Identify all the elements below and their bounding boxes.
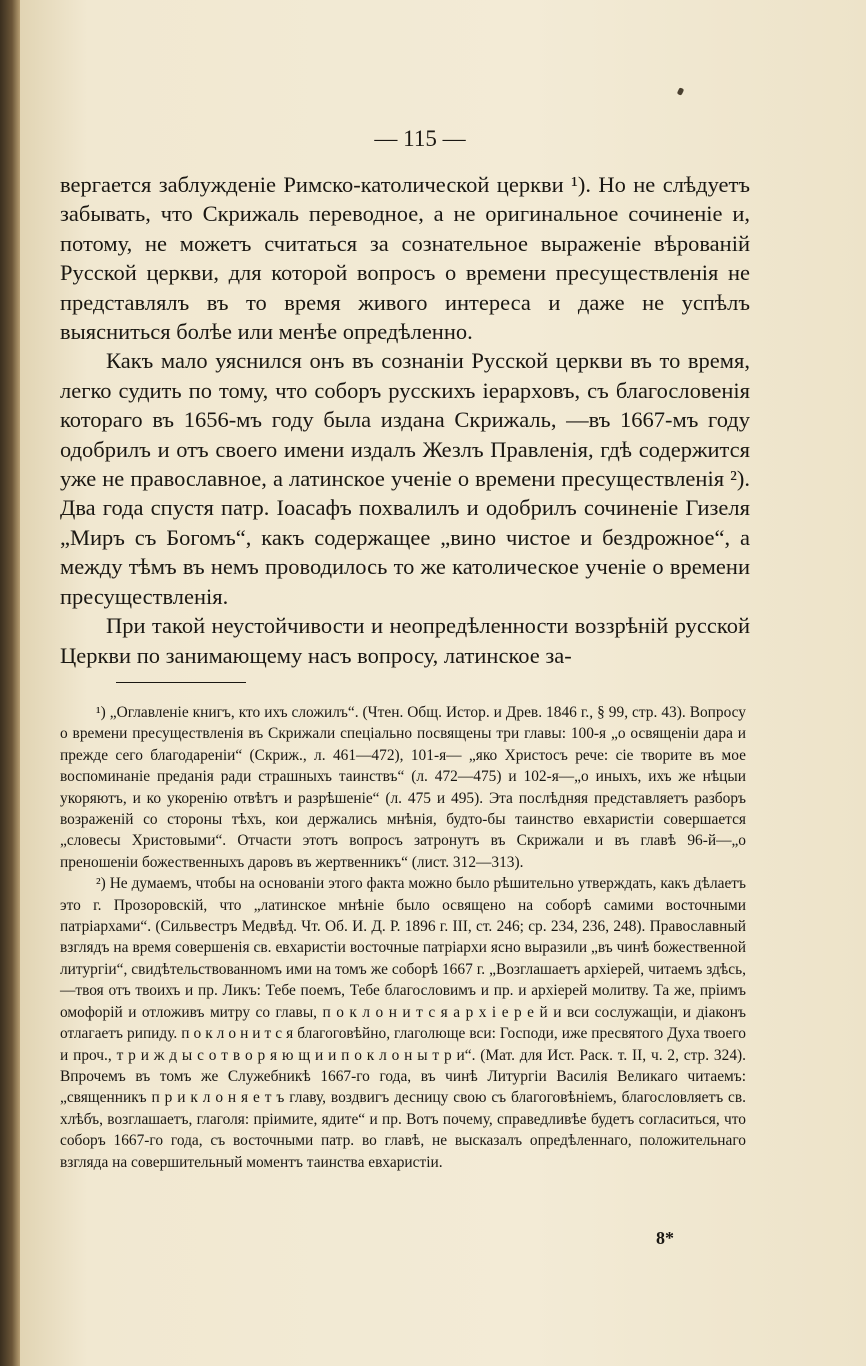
book-page: [20, 0, 866, 1366]
footnote: ²) Не думаемъ, чтобы на основаніи этого факта можно было рѣшительно утверждать, какъ дѣлаетъ это г. Прозоровскій, что „латинское мнѣніе было освящено на соборѣ самими восточными патріархами“. (Сильвестръ Медвѣд. Чт. Об. И. Д. Р. 1896 г. III, ст. 246; ср. 234, 236, 248). Православный взглядъ на время совершенія св. евхаристіи восточные патріархи ясно выразили „въ чинѣ божественной литургіи“, свидѣтельствованномъ ими на томъ же соборѣ 1667 г. „Возглашаетъ архіерей, читаемъ здѣсь,—твоя отъ твоихъ и пр. Ликъ: Тебе поемъ, Тебе благословимъ и пр. и архіерей молитву. Та же, пріимъ омофорій и отложивъ митру со главы, п о к л о н и т с я а р х і е р е й и вси сослужащіи, и діаконъ отлагаетъ рипиду. п о к л о н и т с я благоговѣйно, глаголюще вси: Господи, иже пресвятого Духа твоего и проч., т р и ж д ы с о т в о р я ю щ и и п о к л о н ы т р и“. (Мат. для Ист. Раск. т. II, ч. 2, стр. 324). Впрочемъ въ томъ же Служебникѣ 1667-го года, въ чинѣ Литургіи Василія Великаго читаемъ: „священникъ п р и к л о н я е т ъ главу, воздвигъ десницу свою съ благоговѣніемъ, благословляетъ св. хлѣбъ, возглашаетъ, глаголя: пріимите, ядите“ и пр. Вотъ почему, справедливѣе будетъ согласиться, что соборъ 1667-го года, съ восточными патр. во главѣ, не высказалъ опредѣленнаго, положительнаго взгляда на совершительный моментъ таинства евхаристіи.: [60, 875, 746, 1171]
signature-mark: 8*: [656, 1228, 674, 1248]
ink-speck: [677, 87, 684, 95]
footnotes: [60, 702, 746, 1173]
paragraph: При такой неустойчивости и неопредѣленности воззрѣній русской Церкви по занимающему насъ вопросу, латинское за-: [60, 613, 750, 668]
page-number: — 115 —: [374, 126, 466, 151]
main-text: [60, 170, 750, 670]
paragraph: Какъ мало уяснился онъ въ сознаніи Русской церкви въ то время, легко судить по тому, что соборъ русскихъ іерарховъ, съ благословенія котораго въ 1656-мъ году была издана Скрижаль, —въ 1667-мъ году одобрилъ и отъ своего имени издалъ Жезлъ Правленія, гдѣ содержится уже не православное, а латинское ученіе о времени пресуществленія ²). Два года спустя патр. Іоасафъ похвалилъ и одобрилъ сочиненіе Гизеля „Миръ съ Богомъ“, какъ содержащее „вино чистое и бездрожное“, а между тѣмъ въ немъ проводилось то же католическое ученіе о времени пресуществленія.: [60, 348, 750, 609]
footnote-divider: [116, 682, 246, 683]
book-spine: [0, 0, 20, 1366]
footnote: ¹) „Оглавленіе книгъ, кто ихъ сложилъ“. (Чтен. Общ. Истор. и Древ. 1846 г., § 99, стр. 43). Вопросу о времени пресуществленія въ Скрижали спеціально посвящены три главы: 100-я „о освященіи дара и прежде сего благодареніи“ (Скриж., л. 461—472), 101-я— „яко Христосъ рече: сіе творите въ мое воспоминаніе преданія ради страшныхъ таинствъ“ (л. 472—475) и 102-я—„о иныхъ, ихъ же нѣцыи укоряютъ, и ко укоренію отвѣтъ и разрѣшеніе“ (л. 475 и 495). Эта послѣдняя представляетъ разборъ возраженій со стороны тѣхъ, кои держались мнѣнія, будто-бы таинство евхаристіи совершается „словесы Христовыми“. Отчасти этотъ вопросъ затронутъ въ Скрижали и въ главѣ 96-й—„о преношеніи божественныхъ даровъ въ жертвенникъ“ (лист. 312—313).: [60, 704, 746, 871]
paragraph-continuation: вергается заблужденіе Римско-католической церкви ¹). Но не слѣдуетъ забывать, что Скрижаль переводное, а не оригинальное сочиненіе и, потому, не можетъ считаться за сознательное выраженіе вѣрованій Русской церкви, для которой вопросъ о времени пресуществленія не представлялъ въ то время живого интереса и даже не успѣлъ выясниться болѣе или менѣе опредѣленно.: [60, 172, 750, 345]
